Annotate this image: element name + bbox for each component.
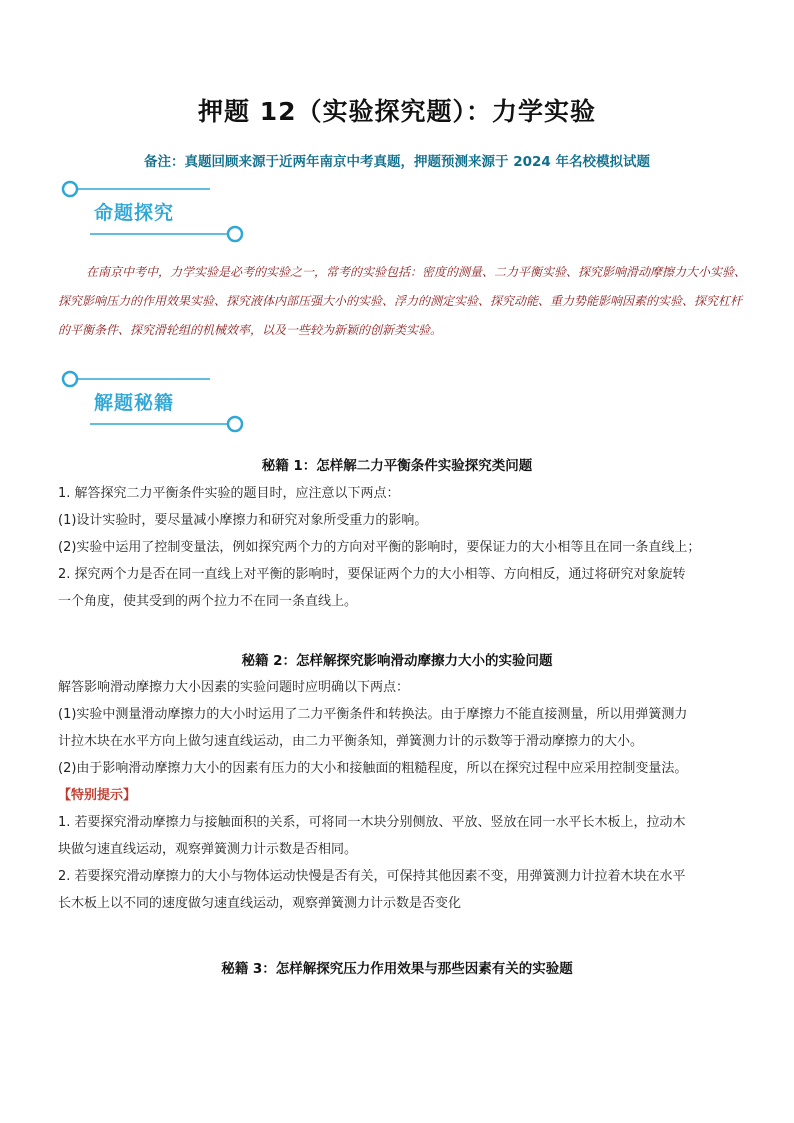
text-line: 2. 若要探究滑动摩擦力的大小与物体运动快慢是否有关，可保持其他因素不变，用弹簧测力计拉着木块在水平	[58, 869, 686, 884]
section-banner-exploration	[60, 176, 250, 246]
section-heading-3: 秘籍 3：怎样解探究压力作用效果与那些因素有关的实验题	[221, 961, 573, 977]
text-line: 一个角度，使其受到的两个拉力不在同一条直线上。	[58, 594, 358, 609]
text-line: (2)实验中运用了控制变量法，例如探究两个力的方向对平衡的影响时，要保证力的大小相等且在同一条直线上；	[58, 540, 701, 555]
banner-label: 命题探究	[94, 202, 175, 224]
text-line: (2)由于影响滑动摩擦力大小的因素有压力的大小和接触面的粗糙程度，所以在探究过程中应采用控制变量法。	[58, 761, 688, 776]
text-line: 1. 解答探究二力平衡条件实验的题目时，应注意以下两点：	[58, 486, 400, 501]
source-note: 备注：真题回顾来源于近两年南京中考真题，押题预测来源于 2024 年名校模拟试题	[144, 154, 650, 170]
page-title: 押题 12（实验探究题）：力学实验	[198, 97, 596, 126]
section-heading-1: 秘籍 1：怎样解二力平衡条件实验探究类问题	[261, 458, 533, 474]
section-heading-2: 秘籍 2：怎样解探究影响滑动摩擦力大小的实验问题	[241, 653, 553, 669]
text-line: 2. 探究两个力是否在同一直线上对平衡的影响时，要保证两个力的大小相等、方向相反，通过将研究对象旋转	[58, 567, 686, 582]
special-tip-label: 【特别提示】	[58, 788, 137, 803]
text-line: (1)设计实验时，要尽量减小摩擦力和研究对象所受重力的影响。	[58, 513, 428, 528]
text-line: (1)实验中测量滑动摩擦力的大小时运用了二力平衡条件和转换法。由于摩擦力不能直接测量，所以用弹簧测力	[58, 707, 688, 722]
text-line: 1. 若要探究滑动摩擦力与接触面积的关系，可将同一木块分别侧放、平放、竖放在同一水平长木板上，拉动木	[58, 815, 686, 830]
intro-paragraph: 在南京中考中，力学实验是必考的实验之一，常考的实验包括：密度的测量、二力平衡实验、探究影响滑动摩擦力大小实验、探究影响压力的作用效果实验、探究液体内部压强大小的实验、浮力的测定实验、探究动能、重力势能影响因素的实验、探究杠杆的平衡条件、探究滑轮组的机械效率，以及一些较为新颖的创新类实验。	[58, 265, 747, 337]
text-line: 解答影响滑动摩擦力大小因素的实验问题时应明确以下两点：	[58, 680, 410, 695]
text-line: 计拉木块在水平方向上做匀速直线运动，由二力平衡条知，弹簧测力计的示数等于滑动摩擦力的大小。	[58, 734, 644, 749]
text-line: 块做匀速直线运动，观察弹簧测力计示数是否相同。	[58, 842, 358, 857]
text-line: 长木板上以不同的速度做匀速直线运动，观察弹簧测力计示数是否变化	[58, 896, 462, 911]
banner-label: 解题秘籍	[94, 392, 175, 414]
section-banner-tips	[60, 366, 250, 436]
